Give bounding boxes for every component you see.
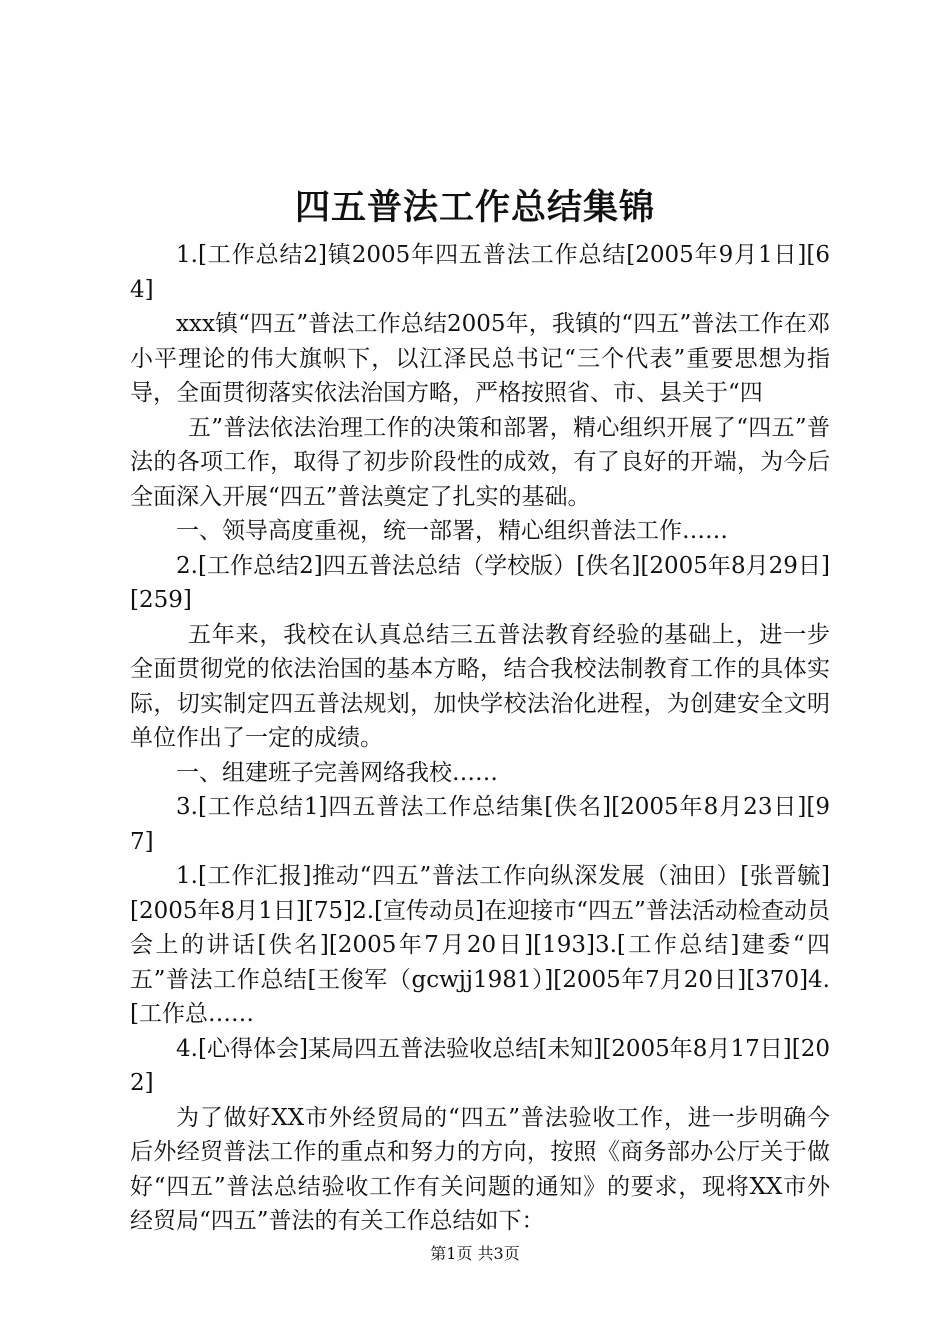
document-body (130, 238, 830, 1239)
page-footer: 第1页 共3页 (430, 1244, 520, 1263)
paragraph-item-1-intro: xxx镇“四五”普法工作总结2005年，我镇的“四五”普法工作在邓小平理论的伟大旗帜下，以江泽民总书记“三个代表”重要思想为指导，全面贯彻落实依法治国方略，严格按照省、市、县关于“四 (130, 311, 830, 406)
paragraph-item-2-body: 五年来，我校在认真总结三五普法教育经验的基础上，进一步全面贯彻党的依法治国的基本方略，结合我校法制教育工作的具体实际，切实制定四五普法规划，加快学校法治化进程，为创建安全文明单位作出了一定的成绩。 (130, 621, 830, 751)
paragraph-item-1-section: 一、领导高度重视，统一部署，精心组织普法工作…… (176, 518, 728, 544)
paragraph-item-3-body: 1.[工作汇报]推动“四五”普法工作向纵深发展（油田）[张晋毓][2005年8月1日][75]2.[宣传动员]在迎接市“四五”普法活动检查动员会上的讲话[佚名][2005年7月20日][193]3.[工作总结]建委“四五”普法工作总结[王俊军（gcwjj1981）][2005年7月20日][370]4.[工作总…… (130, 863, 830, 1027)
document-title: 四五普法工作总结集锦 (294, 187, 655, 228)
paragraph-item-3-heading: 3.[工作总结1]四五普法工作总结集[佚名][2005年8月23日][97] (130, 794, 830, 855)
paragraph-item-1-heading: 1.[工作总结2]镇2005年四五普法工作总结[2005年9月1日][64] (130, 242, 830, 303)
paragraph-item-2-section: 一、组建班子完善网络我校…… (176, 759, 498, 786)
paragraph-item-1-continued: 五”普法依法治理工作的决策和部署，精心组织开展了“四五”普法的各项工作，取得了初步阶段性的成效，有了良好的开端，为今后全面深入开展“四五”普法奠定了扎实的基础。 (130, 414, 830, 510)
paragraph-item-4-body: 为了做好XX市外经贸局的“四五”普法验收工作，进一步明确今后外经贸普法工作的重点和努力的方向，按照《商务部办公厅关于做好“四五”普法总结验收工作有关问题的通知》的要求，现将XX市外经贸局“四五”普法的有关工作总结如下： (130, 1104, 830, 1234)
paragraph-item-4-heading: 4.[心得体会]某局四五普法验收总结[未知][2005年8月17日][202] (130, 1035, 830, 1096)
paragraph-item-2-heading: 2.[工作总结2]四五普法总结（学校版）[佚名][2005年8月29日][259] (130, 552, 830, 613)
